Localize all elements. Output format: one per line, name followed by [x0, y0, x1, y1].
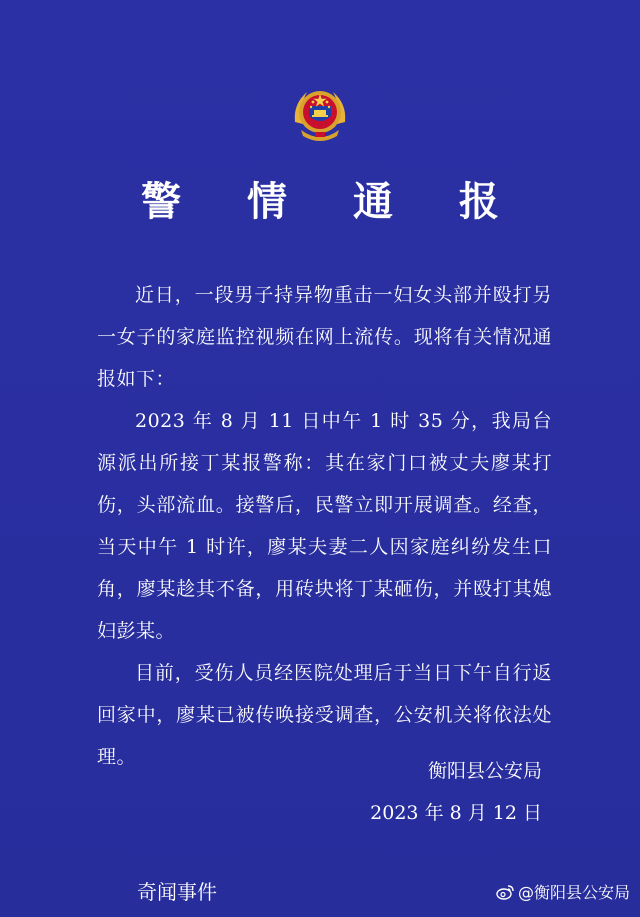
paragraph-outcome: 目前，受伤人员经医院处理后于当日下午自行返回家中，廖某已被传唤接受调查，公安机关将依法处理。: [97, 662, 552, 768]
watermark-right: [496, 880, 630, 903]
weibo-icon: [496, 884, 514, 900]
signature-agency: 衡阳县公安局: [427, 760, 542, 782]
signature-date: 2023 年 8 月 12 日: [370, 802, 542, 824]
watermark-left: 奇闻事件: [137, 880, 217, 904]
police-emblem-icon: [287, 82, 353, 148]
signature-block: [370, 750, 542, 834]
notice-body: [97, 274, 552, 778]
notice-title: 警 情 通 报: [141, 179, 525, 225]
watermark-right-text: @衡阳县公安局: [517, 883, 630, 902]
paragraph-details: 2023 年 8 月 11 日中午 1 时 35 分，我局台源派出所接丁某报警称：其在家门口被丈夫廖某打伤，头部流血。接警后，民警立即开展调查。经查，当天中午 1 时许，廖某夫妻二人因家庭纠纷发生口角，廖某趁其不备，用砖块将丁某砸伤，并殴打其媳妇彭某。: [97, 410, 552, 642]
paragraph-intro: 近日，一段男子持异物重击一妇女头部并殴打另一女子的家庭监控视频在网上流传。现将有关情况通报如下：: [97, 284, 552, 390]
